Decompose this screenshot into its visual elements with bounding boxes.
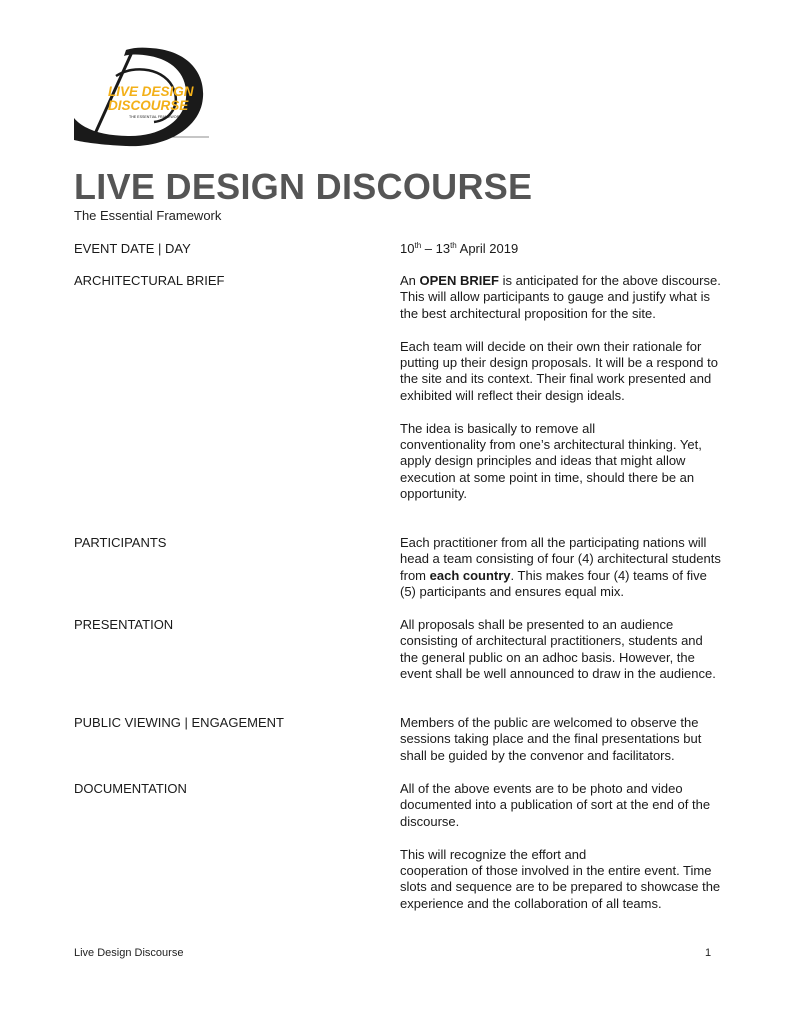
logo-graphic <box>74 46 210 150</box>
brief-text-line: The idea is basically to remove all <box>400 420 596 436</box>
brief-bold-text: OPEN BRIEF <box>419 273 499 288</box>
section-content <box>400 535 722 601</box>
logo-line1: LIVE DESIGN <box>108 84 194 99</box>
section-label: PARTICIPANTS <box>74 535 167 550</box>
page-subtitle: The Essential Framework <box>74 208 222 223</box>
section-label: PUBLIC VIEWING | ENGAGEMENT <box>74 715 284 730</box>
section-content <box>400 617 722 683</box>
logo <box>74 46 210 150</box>
documentation-paragraph-2 <box>400 847 722 913</box>
participants-text: . This makes four (4) teams of five (5) participants and ensures equal mix. <box>400 567 707 600</box>
brief-text: An <box>400 273 420 288</box>
participants-text: Each practitioner from all the participating nations will head a team consisting of four (4) architectural students from <box>400 535 721 583</box>
documentation-text: cooperation of those involved in the entire event. Time slots and sequence are to be prepared to showcase the experience and the collaboration of all teams. <box>400 863 721 911</box>
presentation-paragraph: All proposals shall be presented to an audience consisting of architectural practitioners, students and the general public on an adhoc basis. However, the event shall be well announced to draw in the audience. <box>400 617 716 682</box>
section-content <box>400 781 722 912</box>
footer-title: Live Design Discourse <box>74 947 184 959</box>
brief-paragraph-2: Each team will decide on their own their rationale for putting up their design proposals. It will be a respond to the site and its context. Their final work presented and exhibited will reflect their design ideals. <box>400 338 718 403</box>
page-number: 1 <box>705 947 712 959</box>
page-title: LIVE DESIGN DISCOURSE <box>74 166 533 207</box>
public-paragraph: Members of the public are welcomed to observe the sessions taking place and the final presentations but shall be guided by the convenor and facilitators. <box>400 715 702 763</box>
documentation-paragraph-1: All of the above events are to be photo and video documented into a publication of sort at the end of the discourse. <box>400 781 711 829</box>
section-label: DOCUMENTATION <box>74 781 187 796</box>
section-label: ARCHITECTURAL BRIEF <box>74 273 225 288</box>
section-label: PRESENTATION <box>74 617 174 632</box>
documentation-text-line: This will recognize the effort and <box>400 846 587 862</box>
event-date-dash: – <box>421 241 436 256</box>
participants-bold-text: each country <box>429 567 511 583</box>
section-content <box>400 273 722 503</box>
section-label: EVENT DATE | DAY <box>74 241 191 256</box>
event-start-suffix: th <box>414 241 422 250</box>
brief-paragraph-3 <box>400 421 722 503</box>
logo-tagline: THE ESSENTIAL FRAMEWORK <box>129 115 182 119</box>
event-end-suffix: th <box>450 241 457 250</box>
section-content <box>400 241 722 257</box>
event-month-year: April 2019 <box>456 241 519 256</box>
brief-text: is anticipated for the above discourse. This will allow participants to gauge and justify what is the best architectural proposition for the site. <box>400 273 721 321</box>
event-end-day: 13 <box>435 241 451 256</box>
brief-text: conventionality from one’s architectural thinking. Yet, apply design principles and ideas that might allow execution at some point in time, should there be an opportunity. <box>400 437 702 502</box>
event-start-day: 10 <box>400 241 415 256</box>
participants-paragraph <box>400 535 722 601</box>
brief-paragraph-1 <box>400 273 722 322</box>
logo-line2: DISCOURSE <box>108 98 189 113</box>
section-content <box>400 715 722 764</box>
